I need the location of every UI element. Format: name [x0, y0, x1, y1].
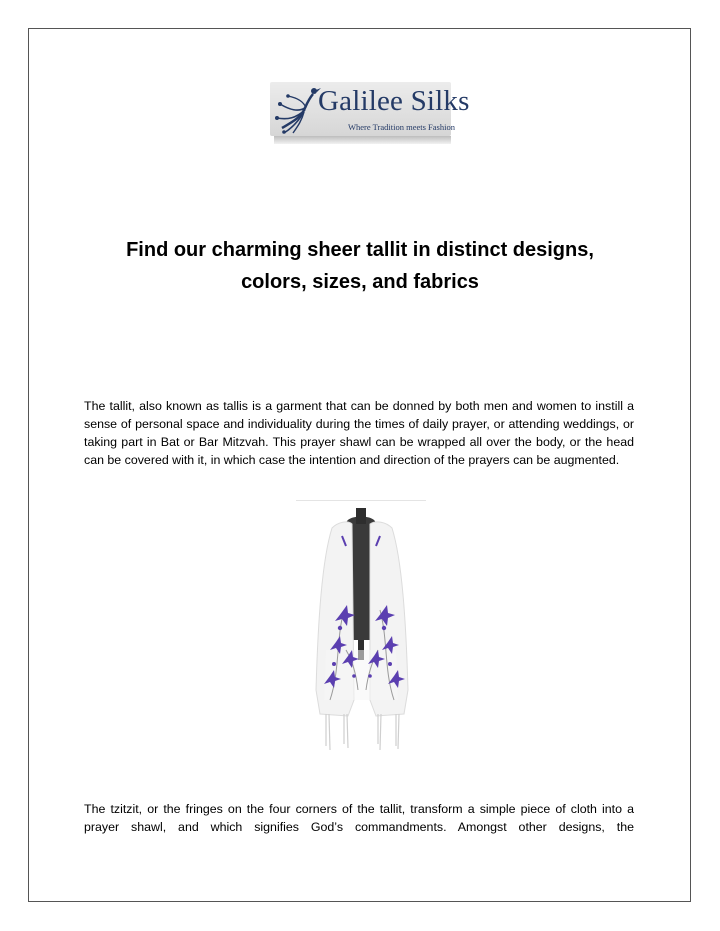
- galilee-silks-logo[interactable]: [270, 82, 470, 144]
- page-title: Find our charming sheer tallit in distinct designs, colors, sizes, and fabrics: [126, 239, 594, 293]
- tallit-photo: [296, 500, 426, 755]
- brand-name: Galilee Silks: [318, 85, 470, 117]
- logo-shadow: [274, 136, 451, 144]
- peacock-icon: [274, 84, 322, 134]
- brand-tagline: Where Tradition meets Fashion: [348, 122, 455, 132]
- paragraph-tzitzit: The tzitzit, or the fringes on the four corners of the tallit, transform a simple piece of cloth into a prayer shawl, and which signifies God’s commandments. Amongst other designs, the: [84, 802, 634, 834]
- paragraph-tallit-intro: The tallit, also known as tallis is a garment that can be donned by both men and women to instill a sense of personal space and individuality during the times of daily prayer, or attending weddings, or taking part in Bat or Bar Mitzvah. This prayer shawl can be wrapped all over the body, or the head can be covered with it, in which case the intention and direction of the prayers can be augmented.: [84, 399, 634, 467]
